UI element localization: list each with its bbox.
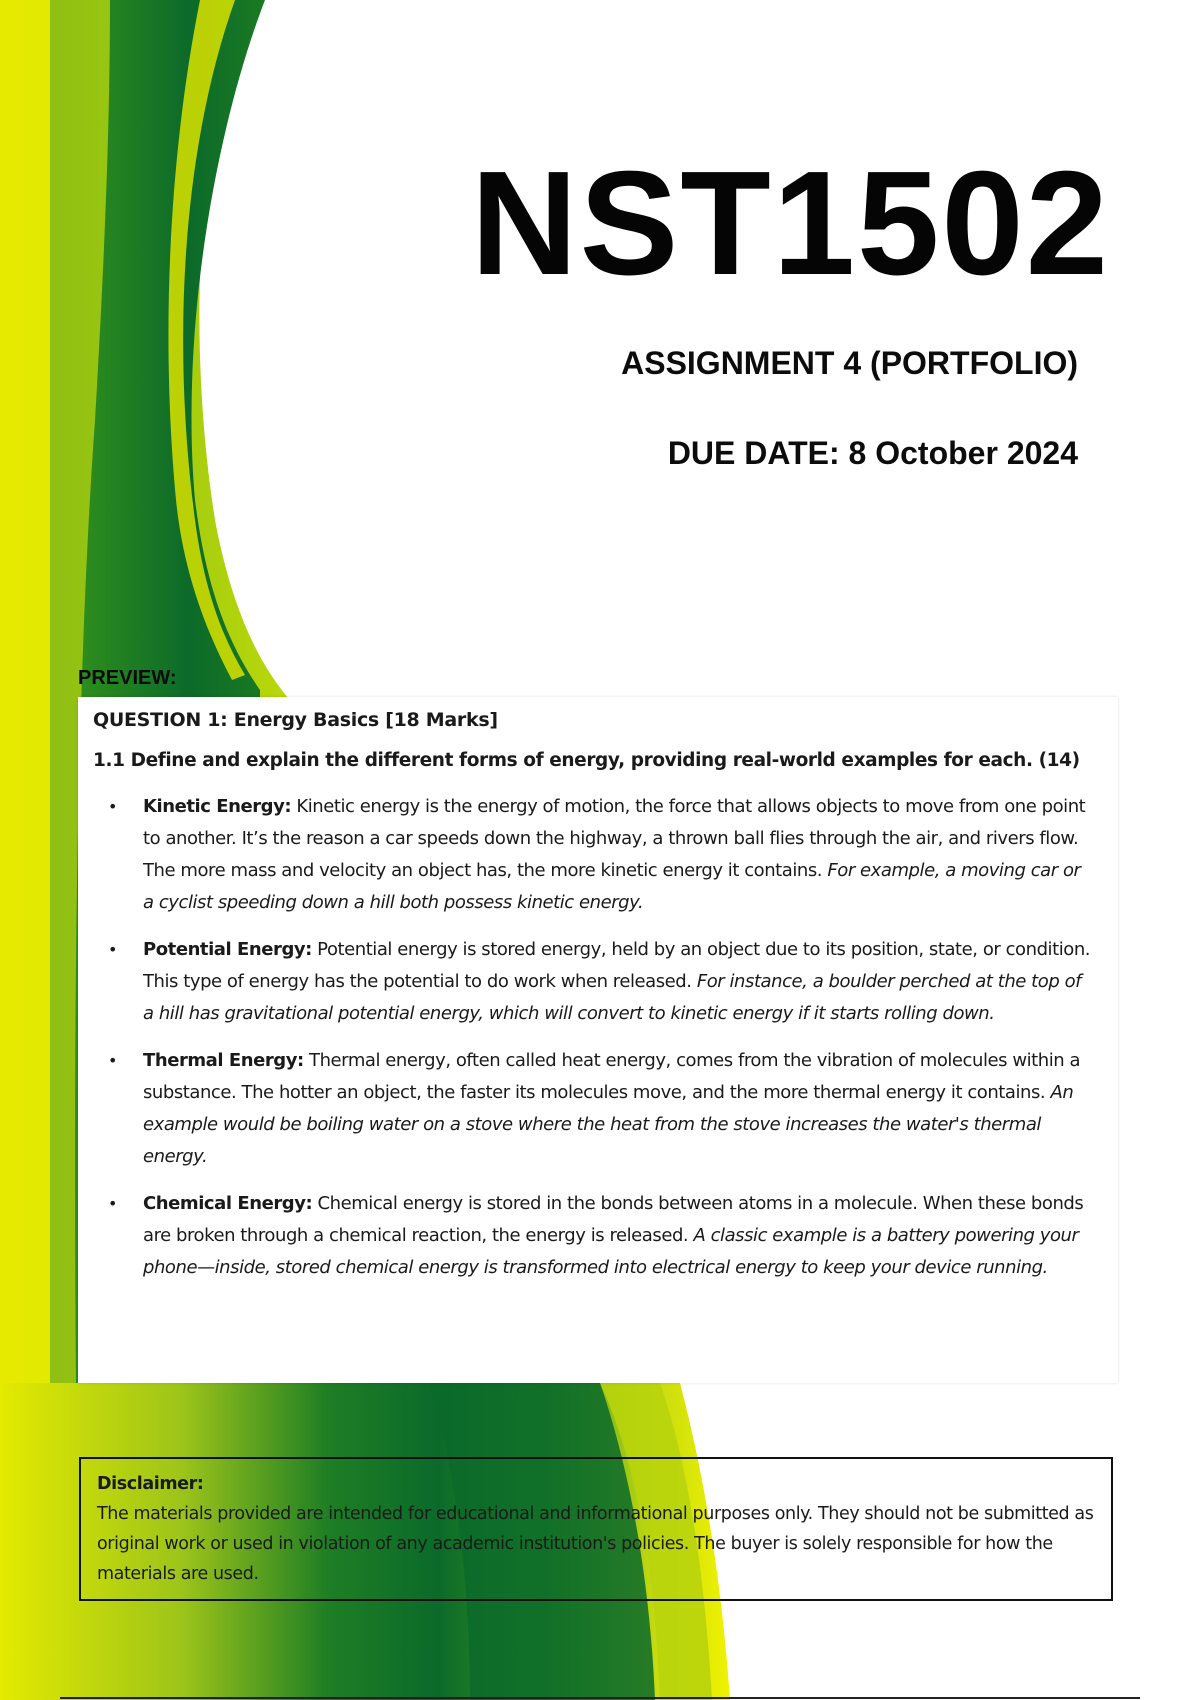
list-item-text: Kinetic energy is the energy of motion, the force that allows objects to move from one point to another. It’s the reason a car speeds down the highway, a thrown ball flies through the air, and rivers flow. The more mass and velocity an object has, the more kinetic energy it contains.: [143, 796, 1086, 881]
disclaimer-box: [79, 1457, 1113, 1601]
list-item: [93, 1188, 1103, 1284]
course-code-title: NST1502: [470, 141, 1110, 306]
list-item-text: Potential energy is stored energy, held by an object due to its position, state, or condition. This type of energy has the potential to do work when released.: [143, 939, 1091, 992]
due-date: DUE DATE: 8 October 2024: [667, 435, 1078, 471]
list-item-example: An example would be boiling water on a stove where the heat from the stove increases the water's thermal energy.: [143, 1082, 1074, 1167]
preview-card: [78, 697, 1118, 1383]
disclaimer-text: The materials provided are intended for educational and informational purposes only. They should not be submitted as original work or used in violation of any academic institution's policies. The buyer is solely responsible for how the materials are used.: [97, 1504, 1094, 1584]
subquestion-title: 1.1 Define and explain the different forms of energy, providing real-world examples for each. (14): [93, 750, 1080, 771]
list-item-term: Thermal Energy:: [143, 1050, 304, 1071]
list-item-term: Kinetic Energy:: [143, 796, 292, 817]
list-item-term: Chemical Energy:: [143, 1193, 313, 1214]
list-item-text: Thermal energy, often called heat energy, comes from the vibration of molecules within a substance. The hotter an object, the faster its molecules move, and the more thermal energy it contains.: [143, 1050, 1081, 1103]
list-item: [93, 1045, 1103, 1173]
list-item: [93, 791, 1103, 919]
bullet-icon: •: [108, 1194, 117, 1213]
list-item-example: For instance, a boulder perched at the top of a hill has gravitational potential energy, which will convert to kinetic energy if it starts rolling down.: [143, 971, 1082, 1024]
bullet-icon: •: [108, 1051, 117, 1070]
bullet-icon: •: [108, 940, 117, 959]
list-item: [93, 934, 1103, 1030]
energy-forms-list: [93, 791, 1103, 1284]
list-item-text: Chemical energy is stored in the bonds between atoms in a molecule. When these bonds are broken through a chemical reaction, the energy is released.: [143, 1193, 1084, 1246]
question-title: QUESTION 1: Energy Basics [18 Marks]: [93, 709, 498, 731]
list-item-term: Potential Energy:: [143, 939, 312, 960]
bullet-icon: •: [108, 797, 117, 816]
bottom-divider: [60, 1697, 1140, 1699]
list-item-example: A classic example is a battery powering your phone—inside, stored chemical energy is transformed into electrical energy to keep your device running.: [143, 1225, 1079, 1278]
preview-label: PREVIEW:: [78, 667, 177, 689]
list-item-example: For example, a moving car or a cyclist speeding down a hill both possess kinetic energy.: [143, 860, 1081, 913]
disclaimer-title: Disclaimer:: [97, 1474, 204, 1494]
assignment-title: ASSIGNMENT 4 (PORTFOLIO): [621, 345, 1078, 381]
